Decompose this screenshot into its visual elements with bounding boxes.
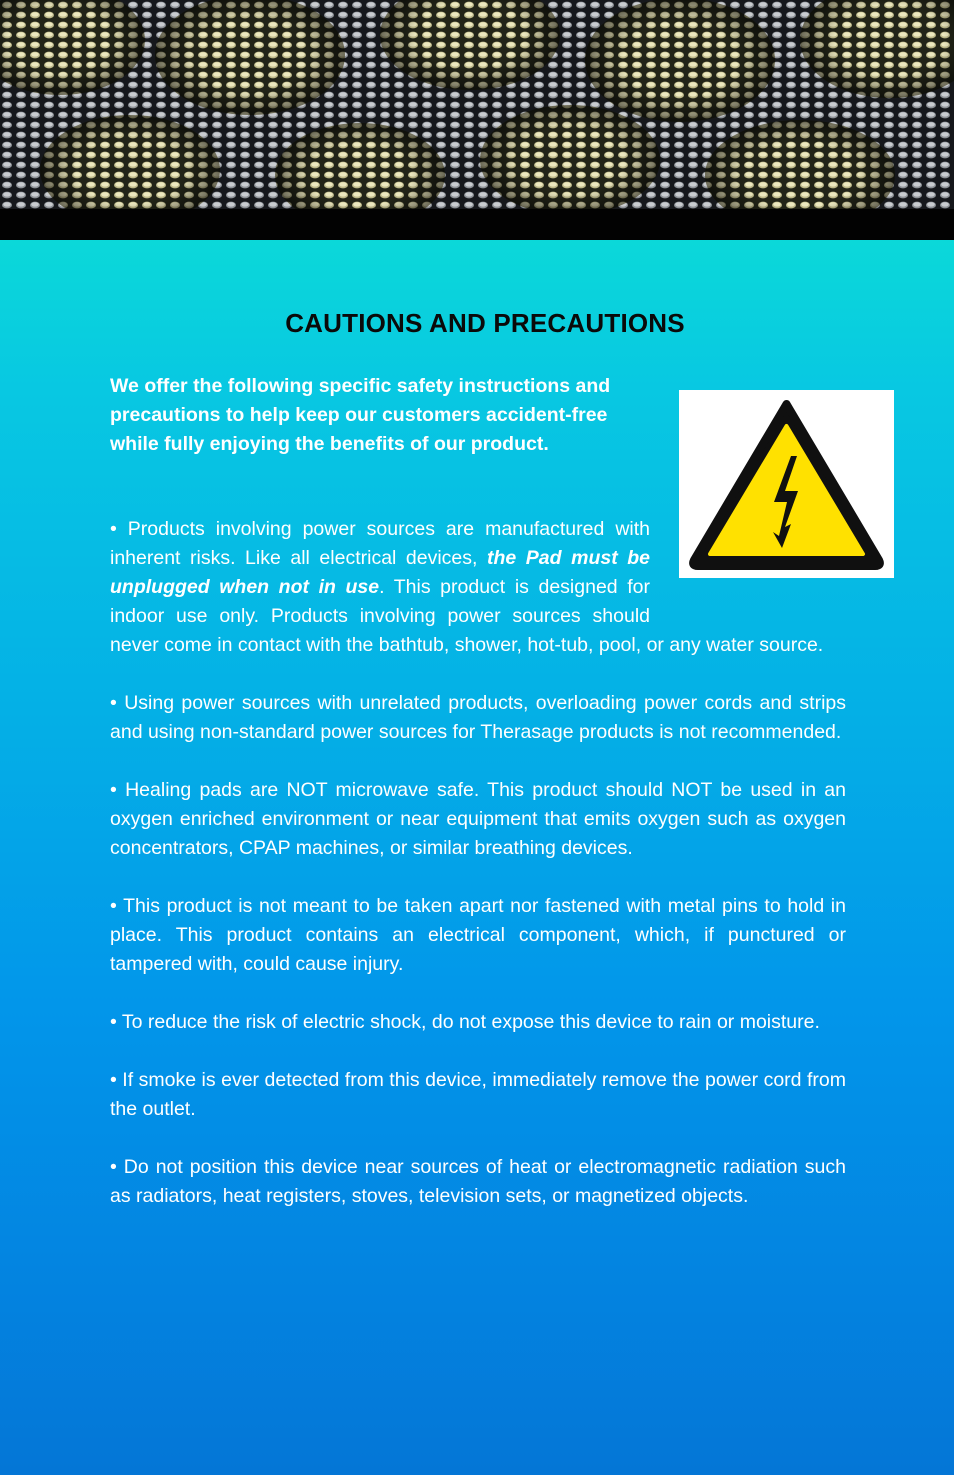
page-title: CAUTIONS AND PRECAUTIONS <box>285 308 685 338</box>
precaution-item: • To reduce the risk of electric shock, do not expose this device to rain or moisture. <box>110 1011 820 1033</box>
precautions-list <box>110 515 846 1240</box>
header-photo-mesh-stones <box>0 0 954 209</box>
precaution-item: • Healing pads are NOT microwave safe. This product should NOT be used in an oxygen enriched environment or near equipment that emits oxygen such as oxygen concentrators, CPAP machines, or similar breathing devices. <box>110 779 846 859</box>
precaution-item: • Do not position this device near sources of heat or electromagnetic radiation such as radiators, heat registers, stoves, television sets, or magnetized objects. <box>110 1156 846 1207</box>
precaution-item: • Using power sources with unrelated products, overloading power cords and strips and using non-standard power sources for Therasage products is not recommended. <box>110 692 846 743</box>
image-wrap-spacer <box>650 515 846 631</box>
header-divider-band <box>0 209 954 240</box>
precaution-item: • This product is not meant to be taken apart nor fastened with metal pins to hold in place. This product contains an electrical component, which, if punctured or tampered with, could cause injury. <box>110 895 846 975</box>
unplug-emphasis: the Pad must be unplugged when not in use <box>110 547 650 598</box>
precaution-item: • Products involving power sources are manufactured with inherent risks. Like all electrical devices, the Pad must be unplugged when not in use. This product is designed for indoor use only. Products involving power sources should never come in contact with the bathtub, shower, hot-tub, pool, or any water source. <box>110 518 824 656</box>
precaution-item: • If smoke is ever detected from this device, immediately remove the power cord from the outlet. <box>110 1069 846 1120</box>
intro-paragraph: We offer the following specific safety instructions and precautions to help keep our customers accident-free while fully enjoying the benefits of our product. <box>110 375 611 455</box>
